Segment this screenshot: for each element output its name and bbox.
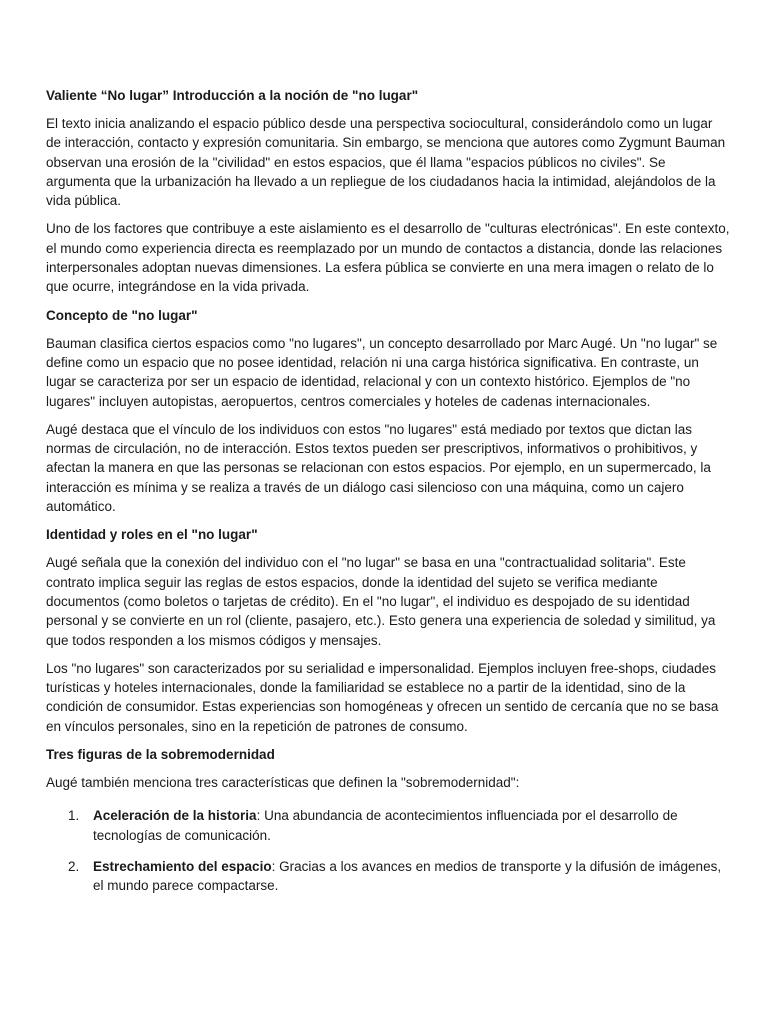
intro-paragraph-1: El texto inicia analizando el espacio público desde una perspectiva sociocultural, considerándolo como un lugar de interacción, contacto y expresión comunitaria. Sin embargo, se menciona que autores como Zygmunt Bauman observan una erosión de la "civilidad" en estos espacios, que él llama "espacios públicos no civiles". Se argumenta que la urbanización ha llevado a un repliegue de los ciudadanos hacia la intimidad, alejándolos de la vida pública. xyxy=(46,116,726,209)
list-item-text: : Gracias a los avances en medios de transporte y la difusión de imágenes, el mundo parece compactarse. xyxy=(93,858,722,894)
list-item xyxy=(46,806,730,845)
section-heading-figuras: Tres figuras de la sobremodernidad xyxy=(46,747,275,763)
section-heading-concepto: Concepto de "no lugar" xyxy=(46,307,198,323)
intro-paragraph-2: Uno de los factores que contribuye a este aislamiento es el desarrollo de "culturas electrónicas". En este contexto, el mundo como experiencia directa es reemplazado por un mundo de contactos a distancia, donde las relaciones interpersonales adoptan nuevas dimensiones. La esfera pública se convierte en una mera imagen o relato de lo que ocurre, integrándose en la vida privada. xyxy=(46,221,730,295)
identidad-paragraph-1: Augé señala que la conexión del individuo con el "no lugar" se basa en una "contractualidad solitaria". Este contrato implica seguir las reglas de estos espacios, donde la identidad del sujeto se verifica mediante documentos (como boletos o tarjetas de crédito). En el "no lugar", el individuo es despojado de su identidad personal y se convierte en un rol (cliente, pasajero, etc.). Esto genera una experiencia de soledad y similitud, ya que todos responden a los mismos códigos y mensajes. xyxy=(46,555,716,648)
concepto-paragraph-1: Bauman clasifica ciertos espacios como "no lugares", un concepto desarrollado por Marc Augé. Un "no lugar" se define como un espacio que no posee identidad, relación ni una carga histórica significativa. En contraste, un lugar se caracteriza por ser un espacio de identidad, relacional y con un contexto histórico. Ejemplos de "no lugares" incluyen autopistas, aeropuertos, centros comerciales y hoteles de cadenas internacionales. xyxy=(46,335,718,409)
document-page xyxy=(46,86,730,908)
document-title: Valiente “No lugar” Introducción a la noción de "no lugar" xyxy=(46,88,419,103)
list-item-term: Estrechamiento del espacio xyxy=(93,858,272,874)
figuras-list xyxy=(46,806,730,895)
list-item xyxy=(46,857,730,896)
list-item-term: Aceleración de la historia xyxy=(93,808,257,824)
concepto-paragraph-2: Augé destaca que el vínculo de los individuos con estos "no lugares" está mediado por textos que dictan las normas de circulación, no de interacción. Estos textos pueden ser prescriptivos, informativos o prohibitivos, y afectan la manera en que las personas se relacionan con estos espacios. Por ejemplo, en un supermercado, la interacción es mínima y se realiza a través de un diálogo casi silencioso con una máquina, como un cajero automático. xyxy=(46,421,711,515)
list-item-number: 2. xyxy=(68,858,80,874)
list-item-text: : Una abundancia de acontecimientos influenciada por el desarrollo de tecnologías de comunicación. xyxy=(93,808,678,843)
identidad-paragraph-2: Los "no lugares" son caracterizados por su serialidad e impersonalidad. Ejemplos incluyen free-shops, ciudades turísticas y hoteles internacionales, donde la familiaridad se establece no a partir de la identidad, sino de la condición de consumidor. Estas experiencias son homogéneas y ofrecen un sentido de cercanía que no se basa en vínculos personales, sino en la repetición de patrones de consumo. xyxy=(46,660,719,734)
figuras-intro: Augé también menciona tres características que definen la "sobremodernidad": xyxy=(46,775,520,791)
list-item-number: 1. xyxy=(68,808,80,824)
section-heading-identidad: Identidad y roles en el "no lugar" xyxy=(46,527,258,543)
